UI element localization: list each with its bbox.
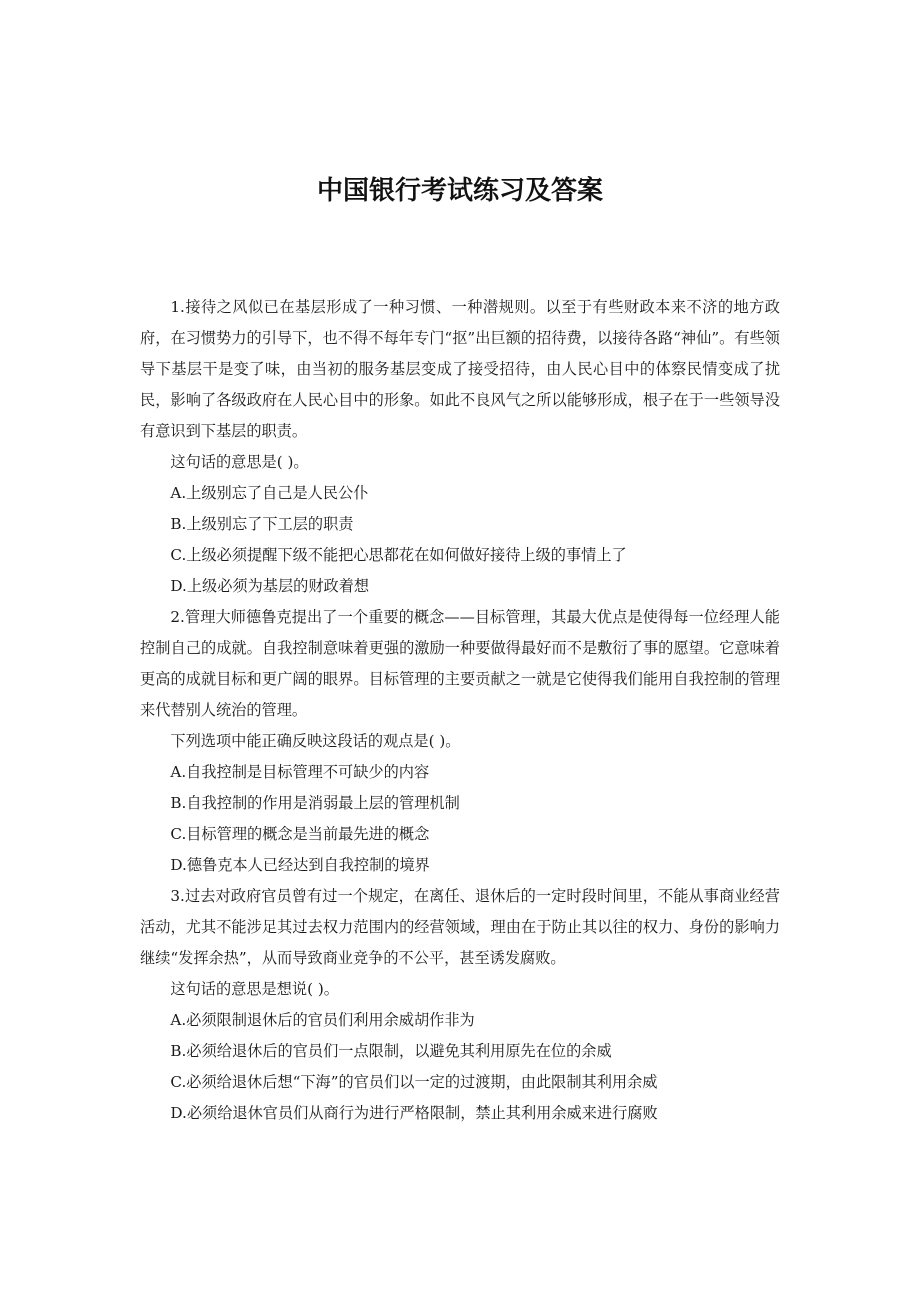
question-1-prompt: 这句话的意思是( )。 bbox=[170, 453, 309, 471]
document-body bbox=[140, 292, 780, 1129]
question-1-option-b: B.上级别忘了下工层的职责 bbox=[170, 515, 354, 533]
question-1-stem: 1.接待之风似已在基层形成了一种习惯、一种潜规则。以至于有些财政本来不济的地方政府，在习惯势力的引导下，也不得不每年专门“抠”出巨额的招待费，以接待各路“神仙”。有些领导下基层干是变了味，由当初的服务基层变成了接受招待，由人民心目中的体察民情变成了扰民，影响了各级政府在人民心目中的形象。如此不良风气之所以能够形成，根子在于一些领导没有意识到下基层的职责。 bbox=[140, 298, 780, 440]
document-title: 中国银行考试练习及答案 bbox=[316, 176, 603, 206]
question-2-option-d: D.德鲁克本人已经达到自我控制的境界 bbox=[170, 856, 430, 874]
question-3-option-b: B.必须给退休后的官员们一点限制，以避免其利用原先在位的余威 bbox=[170, 1042, 612, 1060]
question-2-prompt: 下列选项中能正确反映这段话的观点是( )。 bbox=[170, 732, 461, 750]
question-3-option-c: C.必须给退休后想“下海”的官员们以一定的过渡期，由此限制其利用余威 bbox=[170, 1073, 658, 1091]
question-3-option-d: D.必须给退休官员们从商行为进行严格限制，禁止其利用余威来进行腐败 bbox=[170, 1104, 658, 1122]
question-3-option-a: A.必须限制退休后的官员们利用余威胡作非为 bbox=[170, 1011, 475, 1029]
question-1-option-c: C.上级必须提醒下级不能把心思都花在如何做好接待上级的事情上了 bbox=[170, 546, 627, 564]
question-1-option-d: D.上级必须为基层的财政着想 bbox=[170, 577, 370, 595]
question-2-option-c: C.目标管理的概念是当前最先进的概念 bbox=[170, 825, 430, 843]
question-3-stem: 3.过去对政府官员曾有过一个规定，在离任、退休后的一定时段时间里，不能从事商业经营活动，尤其不能涉足其过去权力范围内的经营领域，理由在于防止其以往的权力、身份的影响力继续“发挥余热”，从而导致商业竞争的不公平，甚至诱发腐败。 bbox=[140, 887, 780, 967]
question-1-option-a: A.上级别忘了自己是人民公仆 bbox=[170, 484, 369, 502]
question-2-option-a: A.自我控制是目标管理不可缺少的内容 bbox=[170, 763, 430, 781]
question-3-prompt: 这句话的意思是想说( )。 bbox=[170, 980, 339, 998]
question-2-option-b: B.自我控制的作用是消弱最上层的管理机制 bbox=[170, 794, 460, 812]
question-2-stem: 2.管理大师德鲁克提出了一个重要的概念——目标管理，其最大优点是使得每一位经理人能控制自己的成就。自我控制意味着更强的激励一种要做得最好而不是敷衍了事的愿望。它意味着更高的成就目标和更广阔的眼界。目标管理的主要贡献之一就是它使得我们能用自我控制的管理来代替别人统治的管理。 bbox=[140, 608, 780, 719]
